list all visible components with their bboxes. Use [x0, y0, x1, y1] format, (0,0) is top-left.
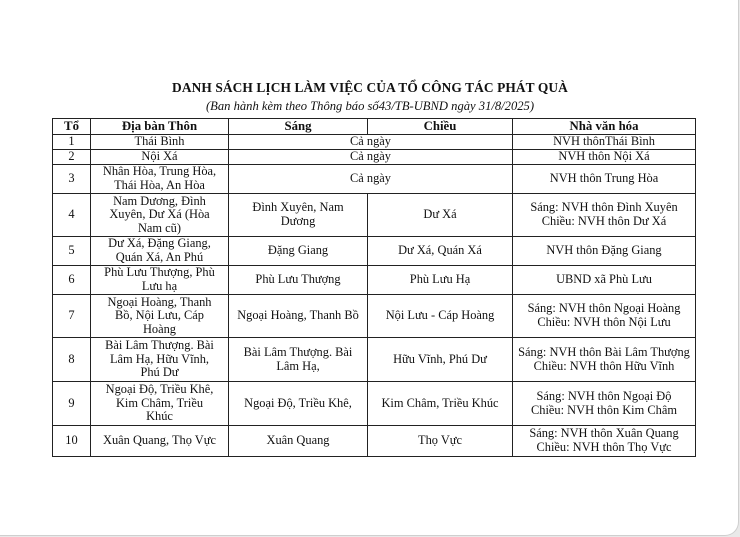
column-header-chieu: Chiều	[368, 119, 513, 135]
cell-dia-ban: Nội Xá	[91, 150, 229, 165]
cell-dia-ban: Bài Lâm Thượng. Bài Lâm Hạ, Hữu Vĩnh, Phú Dư	[91, 338, 229, 382]
schedule-table	[52, 118, 696, 457]
document-title: DANH SÁCH LỊCH LÀM VIỆC CỦA TỔ CÔNG TÁC PHÁT QUÀ	[172, 80, 568, 95]
cell-nha-van-hoa: NVH thônThái Bình	[513, 135, 696, 150]
cell-ca-ngay: Cả ngày	[229, 135, 513, 150]
cell-dia-ban: Phù Lưu Thượng, Phù Lưu hạ	[91, 266, 229, 295]
cell-to: 2	[53, 150, 91, 165]
cell-chieu: Phù Lưu Hạ	[368, 266, 513, 295]
cell-to: 4	[53, 194, 91, 237]
cell-dia-ban: Nam Dương, Đình Xuyên, Dư Xá (Hòa Nam cũ)	[91, 194, 229, 237]
cell-to: 10	[53, 426, 91, 457]
cell-nha-van-hoa: Sáng: NVH thôn Ngoại Hoàng Chiều: NVH thôn Nội Lưu	[513, 295, 696, 338]
cell-to: 3	[53, 165, 91, 194]
cell-dia-ban: Ngoại Hoàng, Thanh Bồ, Nội Lưu, Cáp Hoàng	[91, 295, 229, 338]
table-row	[53, 165, 696, 194]
cell-sang: Phù Lưu Thượng	[229, 266, 368, 295]
cell-ca-ngay: Cả ngày	[229, 165, 513, 194]
cell-sang: Bài Lâm Thượng. Bài Lâm Hạ,	[229, 338, 368, 382]
column-header-nha-van-hoa: Nhà văn hóa	[513, 119, 696, 135]
column-header-to: Tổ	[53, 119, 91, 135]
table-row	[53, 338, 696, 382]
table-row	[53, 135, 696, 150]
table-row	[53, 194, 696, 237]
cell-sang: Đặng Giang	[229, 237, 368, 266]
cell-to: 1	[53, 135, 91, 150]
cell-chieu: Dư Xá	[368, 194, 513, 237]
table-row	[53, 150, 696, 165]
cell-dia-ban: Dư Xá, Đặng Giang, Quán Xá, An Phú	[91, 237, 229, 266]
cell-sang: Xuân Quang	[229, 426, 368, 457]
cell-nha-van-hoa: Sáng: NVH thôn Ngoại Độ Chiều: NVH thôn Kim Châm	[513, 382, 696, 426]
cell-nha-van-hoa: Sáng: NVH thôn Xuân Quang Chiều: NVH thôn Thọ Vực	[513, 426, 696, 457]
table-header-row	[53, 119, 696, 135]
cell-sang: Ngoại Hoàng, Thanh Bồ	[229, 295, 368, 338]
cell-sang: Ngoại Độ, Triều Khê,	[229, 382, 368, 426]
table-row	[53, 382, 696, 426]
table-row	[53, 426, 696, 457]
cell-dia-ban: Xuân Quang, Thọ Vực	[91, 426, 229, 457]
cell-chieu: Nội Lưu - Cáp Hoàng	[368, 295, 513, 338]
document-subtitle: (Ban hành kèm theo Thông báo số43/TB-UBND ngày 31/8/2025)	[205, 99, 535, 113]
cell-nha-van-hoa: NVH thôn Nội Xá	[513, 150, 696, 165]
table-row	[53, 237, 696, 266]
cell-dia-ban: Nhân Hòa, Trung Hòa, Thái Hòa, An Hòa	[91, 165, 229, 194]
column-header-sang: Sáng	[229, 119, 368, 135]
cell-chieu: Kim Châm, Triều Khúc	[368, 382, 513, 426]
cell-nha-van-hoa: NVH thôn Đặng Giang	[513, 237, 696, 266]
table-row	[53, 266, 696, 295]
cell-dia-ban: Thái Bình	[91, 135, 229, 150]
cell-to: 5	[53, 237, 91, 266]
cell-sang: Đình Xuyên, Nam Dương	[229, 194, 368, 237]
cell-to: 9	[53, 382, 91, 426]
cell-to: 8	[53, 338, 91, 382]
cell-dia-ban: Ngoại Độ, Triều Khê, Kim Châm, Triều Khúc	[91, 382, 229, 426]
cell-to: 7	[53, 295, 91, 338]
cell-chieu: Hữu Vĩnh, Phú Dư	[368, 338, 513, 382]
cell-nha-van-hoa: NVH thôn Trung Hòa	[513, 165, 696, 194]
table-row	[53, 295, 696, 338]
cell-nha-van-hoa: UBND xã Phù Lưu	[513, 266, 696, 295]
cell-nha-van-hoa: Sáng: NVH thôn Đình Xuyên Chiều: NVH thôn Dư Xá	[513, 194, 696, 237]
cell-chieu: Thọ Vực	[368, 426, 513, 457]
column-header-dia-ban: Địa bàn Thôn	[91, 119, 229, 135]
cell-to: 6	[53, 266, 91, 295]
cell-ca-ngay: Cả ngày	[229, 150, 513, 165]
cell-chieu: Dư Xá, Quán Xá	[368, 237, 513, 266]
cell-nha-van-hoa: Sáng: NVH thôn Bài Lâm Thượng Chiều: NVH thôn Hữu Vĩnh	[513, 338, 696, 382]
